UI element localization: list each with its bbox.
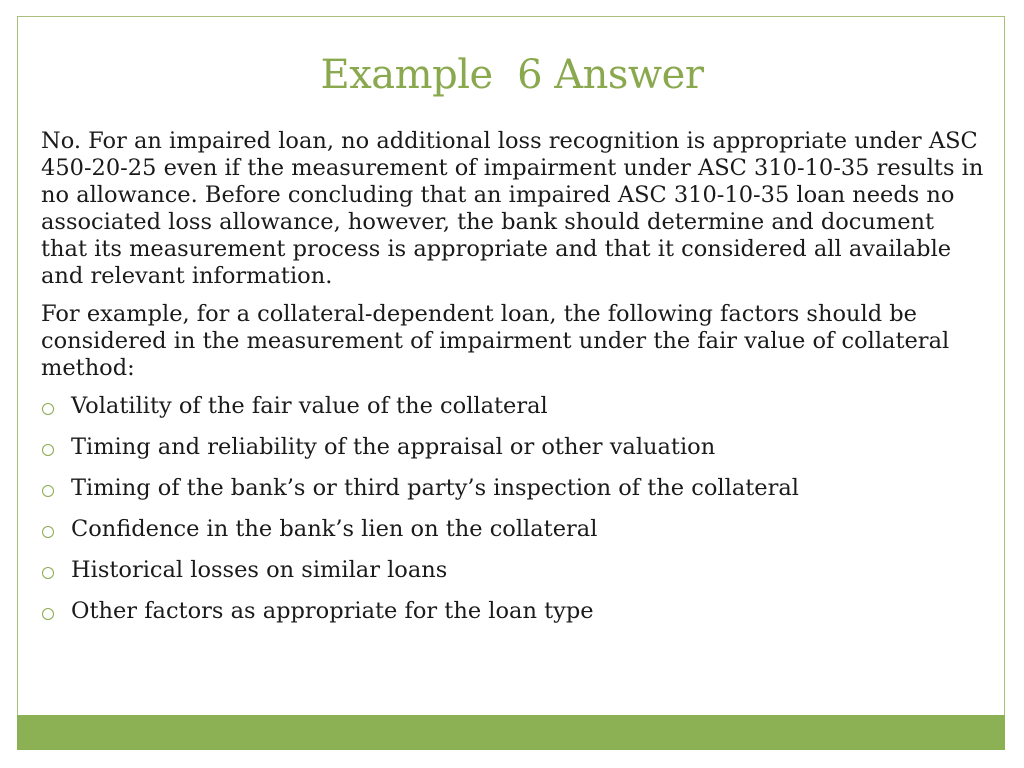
list-item xyxy=(41,434,986,475)
factor-list xyxy=(41,393,986,639)
circle-bullet-icon xyxy=(41,475,71,502)
body-paragraph: For example, for a collateral-dependent loan, the following factors should be considered in the measurement of impairment under the fair value of collateral method: xyxy=(41,301,950,381)
circle-bullet-icon xyxy=(41,434,71,461)
list-item xyxy=(41,393,986,434)
list-item-text: Volatility of the fair value of the collateral xyxy=(71,393,548,419)
list-item-text: Timing and reliability of the appraisal or other valuation xyxy=(71,434,716,460)
circle-bullet-icon xyxy=(41,557,71,584)
list-item xyxy=(41,475,986,516)
slide-title: Example 6 Answer xyxy=(320,52,704,98)
list-item-text: Timing of the bank’s or third party’s inspection of the collateral xyxy=(71,475,799,501)
circle-bullet-icon xyxy=(41,516,71,543)
slide-body xyxy=(41,128,986,639)
body-paragraph: No. For an impaired loan, no additional loss recognition is appropriate under ASC 450-20-25 even if the measurement of impairment under ASC 310-10-35 results in no allowance. Before concluding that an impaired ASC 310-10-35 loan needs no associated loss allowance, however, the bank should determine and document that its measurement process is appropriate and that it considered all available and relevant information. xyxy=(41,128,984,289)
circle-bullet-icon xyxy=(41,393,71,420)
list-item-text: Historical losses on similar loans xyxy=(71,557,448,583)
list-item-text: Confidence in the bank’s lien on the collateral xyxy=(71,516,598,542)
list-item xyxy=(41,598,986,639)
bottom-accent-bar xyxy=(17,715,1005,750)
circle-bullet-icon xyxy=(41,598,71,625)
list-item-text: Other factors as appropriate for the loan type xyxy=(71,598,594,624)
list-item xyxy=(41,557,986,598)
list-item xyxy=(41,516,986,557)
